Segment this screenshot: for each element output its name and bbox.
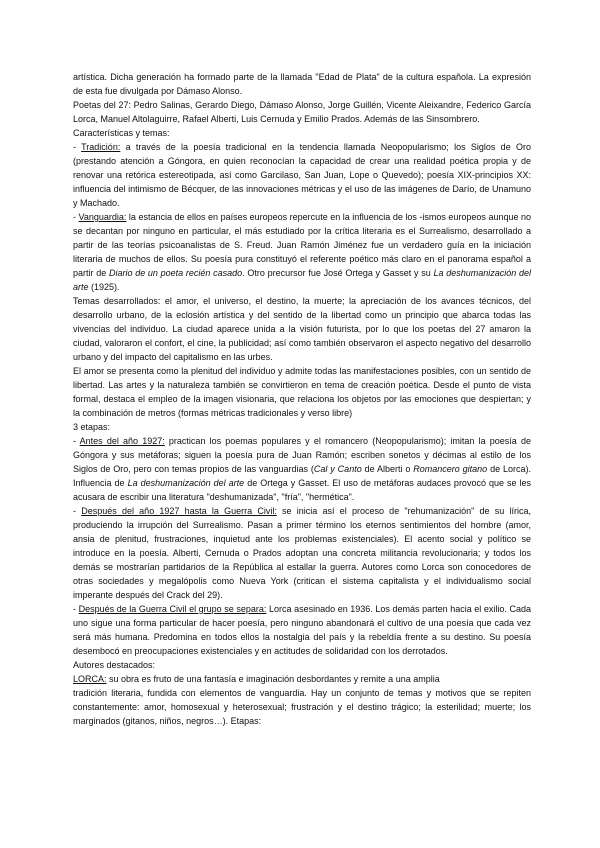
vanguardia-text-2: . Otro precursor fue José Ortega y Gasset y su: [242, 268, 434, 278]
bullet: -: [73, 142, 82, 152]
bullet: -: [73, 604, 79, 614]
antes-text-2: de Alberti o: [361, 464, 414, 474]
vanguardia-label: Vanguardia:: [78, 212, 127, 222]
antes-title-2: Romancero gitano: [413, 464, 488, 474]
antes-label: Antes del año 1927:: [79, 436, 165, 446]
intro-paragraph: artística. Dicha generación ha formado parte de la llamada "Edad de Plata" de la cultura española. La expresión de esta fue divulgada por Dámaso Alonso.: [73, 72, 531, 96]
guerra-text: Lorca asesinado en 1936. Los demás parten hacia el exilio. Cada uno sigue una forma particular de hacer poesía, pero ninguno abandonará el cultivo de una poesía que cada vez será más humana. Predomina en todos ellos la nostalgia del país y la rebeldía frente a su destino. Su poesía desembocó en preocupaciones existenciales y en actitudes de solidaridad con los derrotados.: [73, 604, 532, 656]
etapas-heading: 3 etapas:: [73, 422, 111, 432]
vanguardia-title-1: Diario de un poeta recién casado: [108, 268, 243, 278]
amor-paragraph: El amor se presenta como la plenitud del individuo y admite todas las manifestaciones posibles, con un sentido de libertad. Las artes y la naturaleza también se convirtieron en tema de creación poética. Desde el punto de vista formal, destaca el empleo de la imagen visionaria, que relaciona los objetos por las emociones que despiertan; y la combinación de metros (formas métricas tradicionales y verso libre): [73, 366, 531, 418]
temas-paragraph: Temas desarrollados: el amor, el universo, el destino, la muerte; la apreciación de los avances técnicos, del desarrollo urbano, de la eclosión artística y del sentido de la libertad como un principio que abarca todas las vivencias del individuo. La ciudad aparece unida a la visión futurista, por lo que los poetas del 27 amaron la ciudad, valoraron el confort, el cine, la publicidad; así como también observaron el aspecto negativo del desarrollo urbano y del impacto del capitalismo en las urbes.: [73, 296, 531, 362]
lorca-lead-line: [73, 672, 531, 686]
bullet: -: [73, 506, 82, 516]
guerra-paragraph: [73, 602, 531, 658]
tradicion-paragraph: [73, 140, 531, 210]
despues-paragraph: [73, 504, 531, 602]
vanguardia-paragraph: [73, 210, 531, 294]
vanguardia-text-1: la estancia de ellos en países europeos repercute en la influencia de los -ismos europeos aunque no se decantan por ninguno en particular, el más estudiado por la crítica literaria es el Surrealismo, desarrollado a partir de las teorías psicoanalistas de S. Freud. Juan Ramón Jiménez fue un verdadero guía en la iniciación literaria de muchos de ellos. Su poesía pura constituyó el referente poético más claro en el panorama español a partir de: [73, 212, 532, 278]
vanguardia-title-2: La deshumanización del arte: [73, 268, 531, 292]
antes-title-1: Cal y Canto: [313, 464, 362, 474]
lorca-label: LORCA:: [73, 674, 107, 684]
antes-text-3: de Lorca). Influencia de: [73, 464, 531, 488]
autores-heading: Autores destacados:: [73, 660, 156, 670]
tradicion-text: a través de la poesía tradicional en la tendencia llamada Neopopularismo; los Siglos de Oro (prestando atención a Góngora, en quien reconocían la capacidad de crear una realidad poética propia y de renovar una retórica estereotipada, así como Garcilaso, San Juan, Lope o Quevedo); poesía XIX-principios XX: influencia del intimismo de Bécquer, de las innovaciones métricas y el uso de las imágenes de Darío, de Unamuno y Machado.: [73, 142, 531, 208]
guerra-label: Después de la Guerra Civil el grupo se separa:: [78, 604, 267, 614]
bullet: -: [73, 436, 80, 446]
despues-label: Después del año 1927 hasta la Guerra Civil:: [81, 506, 277, 516]
antes-paragraph: [73, 434, 531, 504]
document-page: [73, 70, 531, 728]
vanguardia-text-3: (1925).: [88, 282, 120, 292]
lorca-paragraph: tradición literaria, fundida con elementos de vanguardia. Hay un conjunto de temas y motivos que se repiten constantemente: amor, homosexual y heterosexual; frustración y el destino trágico; la esterilidad; muerte; los marginados (gitanos, niños, negros…). Etapas:: [73, 688, 531, 726]
antes-text-4: de Ortega y Gasset. El uso de metáforas audaces provocó que se les acusara de escribir una literatura "deshumanizada", "fría", "hermética".: [73, 478, 532, 502]
despues-text: se inicia así el proceso de "rehumanización" de su lírica, produciendo la irrupción del Surrealismo. Pasan a primer término los eternos sentimientos del hombre (amor, ansia de plenitud, frustraciones, inquietud ante los problemas existenciales). El acento social y político se introduce en la poesía. Alberti, Cernuda o Prados adoptan una concreta militancia revolucionaria; y todos los demás se mostrarían partidarios de la República al estallar la guerra. Autores como Lorca son conocedores de otras sociedades y megalópolis como Nueva York (critican el sistema capitalista y el individualismo social imperante después del Crack del 29).: [73, 506, 532, 600]
bullet: -: [73, 212, 79, 222]
features-heading: Características y temas:: [73, 128, 170, 138]
antes-title-3: La deshumanización del arte: [127, 478, 245, 488]
lorca-text-1: su obra es fruto de una fantasía e imaginación desbordantes y remite a una amplia: [106, 674, 440, 684]
poets-paragraph: Poetas del 27: Pedro Salinas, Gerardo Diego, Dámaso Alonso, Jorge Guillén, Vicente Aleixandre, Federico García Lorca, Manuel Altolaguirre, Rafael Alberti, Luis Cernuda y Emilio Prados. Además de las Sinsombrero.: [73, 100, 531, 124]
antes-text-1: practican los poemas populares y el romancero (Neopopularismo); imitan la poesía de Góngora y sus metáforas; siguen la poesía pura de Juan Ramón; escriben sonetos y décimas al estilo de los Siglos de Oro, pero con temas propios de las vanguardias (: [73, 436, 531, 474]
tradicion-label: Tradición:: [81, 142, 121, 152]
